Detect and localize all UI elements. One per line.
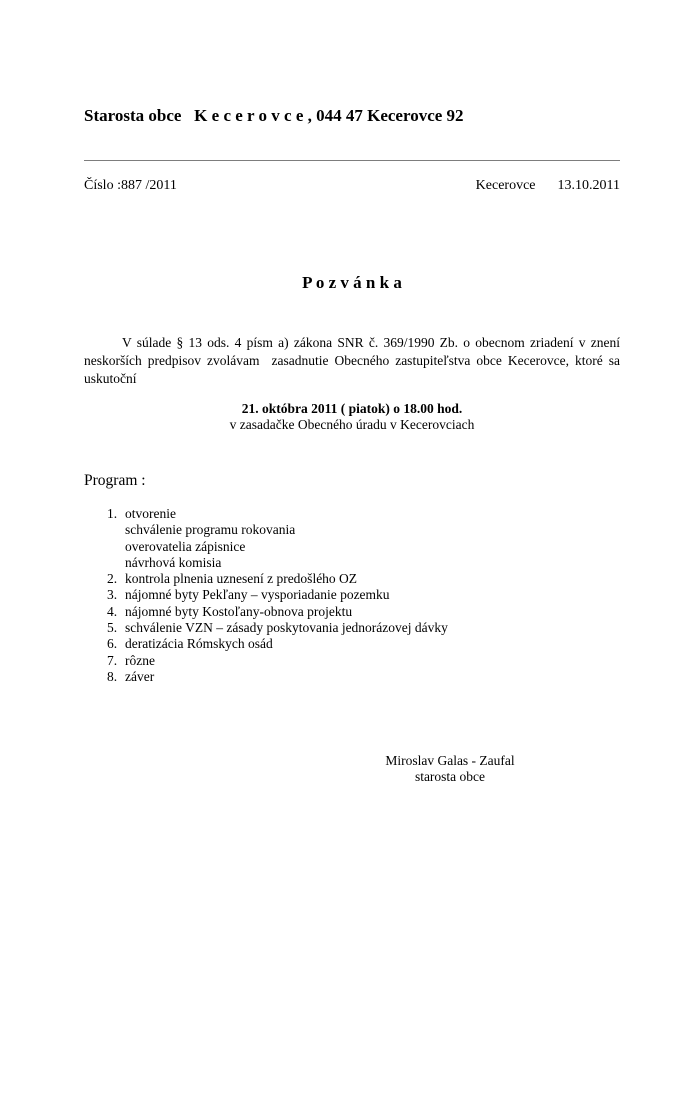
- letterhead-sender: Starosta obce K e c e r o v c e , 044 47 Kecerovce 92: [84, 106, 464, 125]
- program-item-number: 1.: [107, 506, 118, 521]
- program-item-line: záver: [125, 668, 155, 684]
- program-item-line: schválenie programu rokovania: [125, 522, 296, 538]
- program-item-text: [125, 587, 390, 603]
- signature-block: [300, 753, 600, 785]
- program-item-text: [125, 604, 352, 620]
- date-label: 13.10.2011: [557, 178, 620, 193]
- reference-row: [84, 178, 620, 194]
- program-list: [107, 506, 620, 685]
- program-item-line: rôzne: [125, 652, 155, 668]
- signature-title: starosta obce: [414, 769, 486, 785]
- program-item-number: 5.: [107, 620, 118, 636]
- document-title: P o z v á n k a: [302, 273, 402, 292]
- program-item-text: [125, 636, 273, 652]
- program-item-line: deratizácia Rómskych osád: [125, 636, 273, 652]
- program-item-text: [125, 571, 357, 587]
- program-item-line: návrhová komisia: [125, 554, 222, 570]
- program-item-line: nájomné byty Pekľany – vysporiadanie pozemku: [125, 587, 390, 603]
- program-item-number: 7.: [107, 652, 118, 668]
- header-divider: [84, 160, 620, 161]
- program-item: [107, 604, 620, 620]
- program-item: [107, 669, 620, 685]
- document-page: [0, 106, 700, 1097]
- meeting-datetime: 21. októbra 2011 ( piatok) o 18.00 hod.: [241, 401, 463, 416]
- program-item-line: otvorenie: [125, 506, 176, 521]
- program-item-number: 8.: [107, 668, 118, 684]
- program-item-text: [125, 620, 448, 636]
- program-item-text: [125, 653, 155, 669]
- reference-number: Číslo :887 /2011: [84, 178, 177, 193]
- place-label: Kecerovce: [475, 178, 536, 193]
- program-item-text: [125, 669, 154, 685]
- program-item: [107, 587, 620, 603]
- program-item-number: 6.: [107, 636, 118, 652]
- program-item-number: 4.: [107, 603, 118, 619]
- program-item-line: overovatelia zápisnice: [125, 538, 246, 554]
- program-item-line: nájomné byty Kostoľany-obnova projektu: [125, 603, 353, 619]
- program-item: [107, 571, 620, 587]
- intro-paragraph: V súlade § 13 ods. 4 písm a) zákona SNR č. 369/1990 Zb. o obecnom zriadení v znení neskorších predpisov zvolávam zasadnutie Obecného zastupiteľstva obce Kecerovce, ktoré sa uskutoční: [84, 335, 624, 386]
- program-item-text: [125, 506, 295, 571]
- program-heading: Program :: [84, 472, 146, 489]
- meeting-place: v zasadačke Obecného úradu v Kecerovciach: [229, 417, 475, 432]
- program-item: [107, 620, 620, 636]
- program-item-line: kontrola plnenia uznesení z predošlého OZ: [125, 571, 358, 587]
- signature-name: Miroslav Galas - Zaufal: [385, 753, 515, 769]
- program-item: [107, 653, 620, 669]
- program-item-line: schválenie VZN – zásady poskytovania jednorázovej dávky: [125, 620, 448, 636]
- place-date: [476, 178, 620, 194]
- program-item: [107, 506, 620, 571]
- program-item-number: 2.: [107, 571, 118, 587]
- program-item-number: 3.: [107, 587, 118, 603]
- program-item: [107, 636, 620, 652]
